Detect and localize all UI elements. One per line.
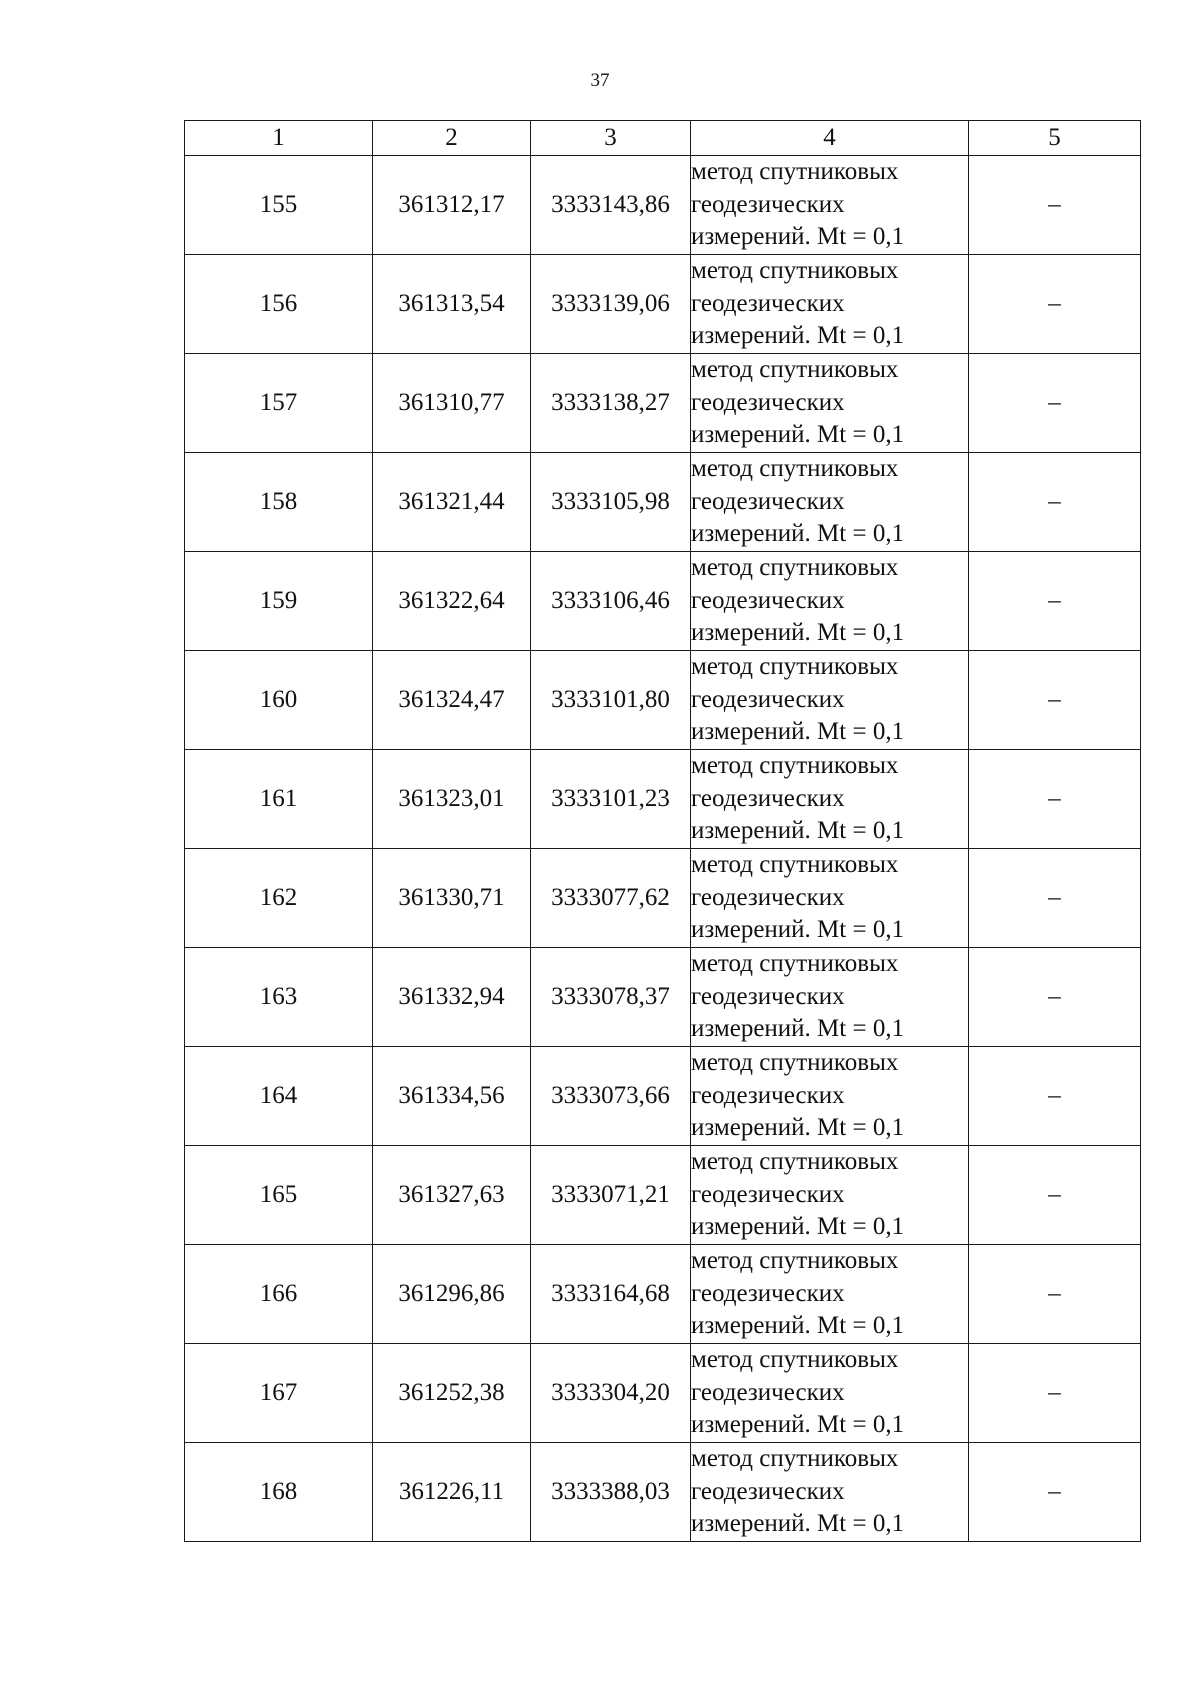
table-row [185,1245,1141,1344]
note-cell: – [969,1047,1141,1146]
table-row [185,453,1141,552]
method-line: измерений. Mt = 0,1 [691,619,905,647]
method-cell [691,1344,969,1443]
method-line: метод спутниковых [691,752,899,780]
column-header-5: 5 [969,121,1141,156]
point-number-cell: 163 [185,948,373,1047]
method-line: геодезических [691,1180,845,1208]
point-number-cell: 160 [185,651,373,750]
method-cell [691,849,969,948]
method-line: геодезических [691,289,845,317]
note-cell: – [969,948,1141,1047]
method-line: измерений. Mt = 0,1 [691,817,905,845]
note-cell: – [969,1443,1141,1542]
point-number-cell: 162 [185,849,373,948]
note-cell: – [969,1146,1141,1245]
method-line: измерений. Mt = 0,1 [691,718,905,746]
method-line: измерений. Mt = 0,1 [691,223,905,251]
method-line: измерений. Mt = 0,1 [691,1411,905,1439]
table-row [185,750,1141,849]
table-header-row [185,121,1141,156]
y-coordinate-cell: 3333138,27 [531,354,691,453]
column-header-4: 4 [691,121,969,156]
note-cell: – [969,552,1141,651]
y-coordinate-cell: 3333304,20 [531,1344,691,1443]
table-row [185,1344,1141,1443]
x-coordinate-cell: 361327,63 [373,1146,531,1245]
method-line: измерений. Mt = 0,1 [691,1114,905,1142]
method-line: метод спутниковых [691,554,899,582]
method-line: геодезических [691,487,845,515]
y-coordinate-cell: 3333139,06 [531,255,691,354]
method-line: геодезических [691,784,845,812]
method-line: метод спутниковых [691,1247,899,1275]
method-cell [691,453,969,552]
note-cell: – [969,354,1141,453]
method-line: метод спутниковых [691,1049,899,1077]
method-line: геодезических [691,388,845,416]
method-line: метод спутниковых [691,1445,899,1473]
x-coordinate-cell: 361252,38 [373,1344,531,1443]
table-row [185,156,1141,255]
note-cell: – [969,255,1141,354]
y-coordinate-cell: 3333105,98 [531,453,691,552]
method-line: геодезических [691,1081,845,1109]
point-number-cell: 166 [185,1245,373,1344]
y-coordinate-cell: 3333101,80 [531,651,691,750]
table-row [185,1146,1141,1245]
method-line: метод спутниковых [691,1148,899,1176]
table-body [185,156,1141,1542]
x-coordinate-cell: 361312,17 [373,156,531,255]
x-coordinate-cell: 361321,44 [373,453,531,552]
method-line: геодезических [691,883,845,911]
table-row [185,354,1141,453]
method-line: измерений. Mt = 0,1 [691,520,905,548]
method-line: измерений. Mt = 0,1 [691,1213,905,1241]
method-line: метод спутниковых [691,1346,899,1374]
method-line: метод спутниковых [691,653,899,681]
method-line: метод спутниковых [691,158,899,186]
point-number-cell: 168 [185,1443,373,1542]
y-coordinate-cell: 3333071,21 [531,1146,691,1245]
point-number-cell: 161 [185,750,373,849]
method-cell [691,1047,969,1146]
method-line: измерений. Mt = 0,1 [691,916,905,944]
method-cell [691,1245,969,1344]
table-row [185,255,1141,354]
x-coordinate-cell: 361323,01 [373,750,531,849]
x-coordinate-cell: 361310,77 [373,354,531,453]
x-coordinate-cell: 361322,64 [373,552,531,651]
method-line: геодезических [691,1279,845,1307]
method-line: измерений. Mt = 0,1 [691,1312,905,1340]
method-line: метод спутниковых [691,455,899,483]
y-coordinate-cell: 3333106,46 [531,552,691,651]
method-line: геодезических [691,685,845,713]
y-coordinate-cell: 3333164,68 [531,1245,691,1344]
y-coordinate-cell: 3333073,66 [531,1047,691,1146]
method-cell [691,1146,969,1245]
point-number-cell: 164 [185,1047,373,1146]
method-line: измерений. Mt = 0,1 [691,322,905,350]
x-coordinate-cell: 361330,71 [373,849,531,948]
method-cell [691,255,969,354]
method-cell [691,156,969,255]
table-row [185,948,1141,1047]
note-cell: – [969,453,1141,552]
note-cell: – [969,651,1141,750]
coordinates-table [184,120,1141,1542]
method-cell [691,1443,969,1542]
point-number-cell: 167 [185,1344,373,1443]
column-header-2: 2 [373,121,531,156]
method-line: метод спутниковых [691,257,899,285]
y-coordinate-cell: 3333143,86 [531,156,691,255]
method-line: метод спутниковых [691,851,899,879]
x-coordinate-cell: 361324,47 [373,651,531,750]
method-line: геодезических [691,586,845,614]
method-line: геодезических [691,1378,845,1406]
point-number-cell: 157 [185,354,373,453]
x-coordinate-cell: 361332,94 [373,948,531,1047]
y-coordinate-cell: 3333101,23 [531,750,691,849]
method-cell [691,750,969,849]
note-cell: – [969,750,1141,849]
method-cell [691,354,969,453]
table-row [185,651,1141,750]
method-line: измерений. Mt = 0,1 [691,421,905,449]
method-line: геодезических [691,982,845,1010]
table-row [185,849,1141,948]
x-coordinate-cell: 361313,54 [373,255,531,354]
note-cell: – [969,1344,1141,1443]
method-line: геодезических [691,1477,845,1505]
x-coordinate-cell: 361296,86 [373,1245,531,1344]
point-number-cell: 165 [185,1146,373,1245]
y-coordinate-cell: 3333077,62 [531,849,691,948]
method-line: измерений. Mt = 0,1 [691,1510,905,1538]
method-line: измерений. Mt = 0,1 [691,1015,905,1043]
point-number-cell: 158 [185,453,373,552]
table-row [185,552,1141,651]
note-cell: – [969,156,1141,255]
y-coordinate-cell: 3333388,03 [531,1443,691,1542]
column-header-3: 3 [531,121,691,156]
method-cell [691,948,969,1047]
page-number: 37 [590,70,610,91]
point-number-cell: 156 [185,255,373,354]
y-coordinate-cell: 3333078,37 [531,948,691,1047]
table-row [185,1047,1141,1146]
table-row [185,1443,1141,1542]
note-cell: – [969,849,1141,948]
x-coordinate-cell: 361226,11 [373,1443,531,1542]
x-coordinate-cell: 361334,56 [373,1047,531,1146]
note-cell: – [969,1245,1141,1344]
method-cell [691,651,969,750]
point-number-cell: 155 [185,156,373,255]
point-number-cell: 159 [185,552,373,651]
method-line: метод спутниковых [691,356,899,384]
method-line: геодезических [691,190,845,218]
method-cell [691,552,969,651]
method-line: метод спутниковых [691,950,899,978]
column-header-1: 1 [185,121,373,156]
